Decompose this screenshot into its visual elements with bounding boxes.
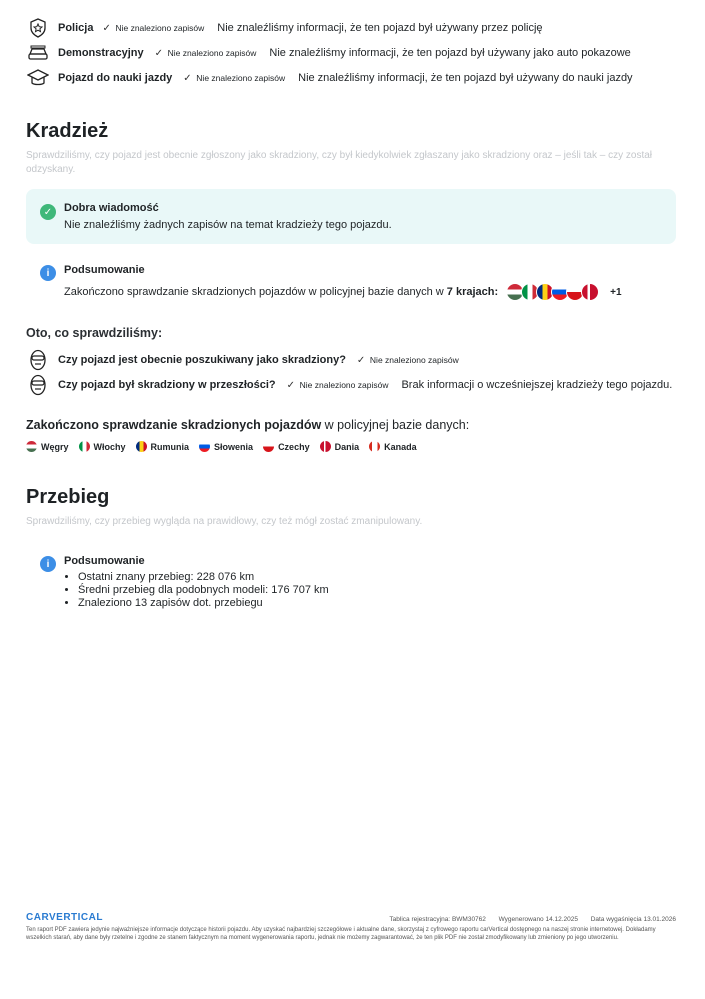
list-item: • Ostatni znany przebieg: 228 076 km [78,571,329,584]
romania-flag-icon [136,441,147,452]
footer-disclaimer: Ten raport PDF zawiera jedynie najważniejsze informacje dotyczące historii pojazdu. Aby uzyskać najbardziej szczegółowe i aktualne dane, skorzystaj z cyfrowego raportu carVertical dostępnego na naszej stronie internetowej. Dokładamy wszelkich starań, aby dane były rzetelne i zgodne ze stanem faktycznym na moment wygenerowania raportu, jednak nie możemy zagwarantować, że ten plik PDF nie został zmodyfikowany lub zmieniony po jego utworzeniu. [26,927,656,941]
success-check-icon: ✓ [40,204,56,220]
country-item: Dania [320,441,360,452]
check-label: Pojazd do nauki jazdy [58,72,173,84]
country-item: Rumunia [136,441,190,452]
country-item: Kanada [369,441,417,452]
question-text: Czy pojazd jest obecnie poszukiwany jako skradziony? [58,354,346,366]
question-extra: Brak informacji o wcześniejszej kradzieży tego pojazdu. [401,379,673,391]
graduation-cap-icon [26,66,50,90]
flag-stack [506,283,596,301]
footer-meta: Tablica rejestracyjna: BWM30762 Wygenerowano 14.12.2025 Data wygaśnięcia 13.01.2026 [389,916,676,923]
thief-mask-icon [26,348,50,372]
country-list [26,441,427,452]
check-row-driving-school [26,66,633,90]
canada-flag-icon [369,441,380,452]
checkmark-icon: ✓ [286,379,296,391]
check-status: ✓ Nie znaleziono zapisów [154,47,257,59]
good-news-text: Nie znaleźliśmy żadnych zapisów na temat kradzieży tego pojazdu. [64,219,392,231]
checkmark-icon: ✓ [154,47,163,59]
list-item: • Średni przebieg dla podobnych modeli: 176 707 km [78,584,329,597]
checkmark-icon: ✓ [183,72,192,84]
info-icon: i [40,556,56,572]
check-row-demo [26,41,631,65]
info-icon: i [40,265,56,281]
list-item: • Znaleziono 13 zapisów dot. przebiegu [78,597,329,610]
mileage-summary-list [64,571,329,610]
question-status: ✓ Nie znaleziono zapisów [356,354,459,366]
check-label: Demonstracyjny [58,47,144,59]
more-countries: +1 [610,286,622,298]
checkmark-icon: ✓ [102,22,111,34]
demo-car-icon [26,41,50,65]
theft-title: Kradzież [26,120,109,142]
czech-flag-icon [263,441,274,452]
question-row [26,348,459,372]
checkmark-icon: ✓ [356,354,366,366]
check-label: Policja [58,22,94,34]
country-item: Słowenia [199,441,253,452]
theft-description: Sprawdziliśmy, czy pojazd jest obecnie zgłoszony jako skradziony, czy był kiedykolwiek zgłaszany jako skradziony oraz – jeśli tak – czy został odzyskany. [26,150,653,175]
country-item: Włochy [79,441,126,452]
thief-mask-icon [26,373,50,397]
question-status: ✓ Nie znaleziono zapisów [286,379,389,391]
good-news-box [26,189,676,244]
good-news-title: Dobra wiadomość [64,202,159,214]
italy-flag-icon [79,441,90,452]
check-text: Nie znaleźliśmy informacji, że ten pojazd był używany przez policję [217,22,543,34]
theft-summary-text: Zakończono sprawdzanie skradzionych pojazdów w policyjnej bazie danych w 7 krajach: +1 [64,283,622,301]
country-item: Czechy [263,441,310,452]
check-text: Nie znaleźliśmy informacji, że ten pojazd był używany jako auto pokazowe [269,47,631,59]
check-status: ✓ Nie znaleziono zapisów [102,22,205,34]
summary-title: Podsumowanie [64,555,145,567]
completed-check-title: Zakończono sprawdzanie skradzionych pojazdów w policyjnej bazie danych: [26,418,470,432]
check-status: ✓ Nie znaleziono zapisów [183,72,286,84]
summary-title: Podsumowanie [64,264,145,276]
denmark-flag-icon [320,441,331,452]
check-text: Nie znaleźliśmy informacji, że ten pojazd był używany do nauki jazdy [298,72,633,84]
question-row [26,373,672,397]
slovenia-flag-icon [199,441,210,452]
check-row-police [26,16,543,40]
police-badge-icon [26,16,50,40]
footer [26,912,676,942]
brand-logo: CARVERTICAL [26,912,103,923]
question-text: Czy pojazd był skradziony w przeszłości? [58,379,276,391]
checked-title: Oto, co sprawdziliśmy: [26,326,163,340]
hungary-flag-icon [26,441,37,452]
mileage-title: Przebieg [26,486,110,508]
mileage-description: Sprawdziliśmy, czy przebieg wygląda na prawidłowy, czy też mógł zostać zmanipulowany. [26,516,423,527]
denmark-flag-icon [581,283,599,301]
country-item: Węgry [26,441,69,452]
